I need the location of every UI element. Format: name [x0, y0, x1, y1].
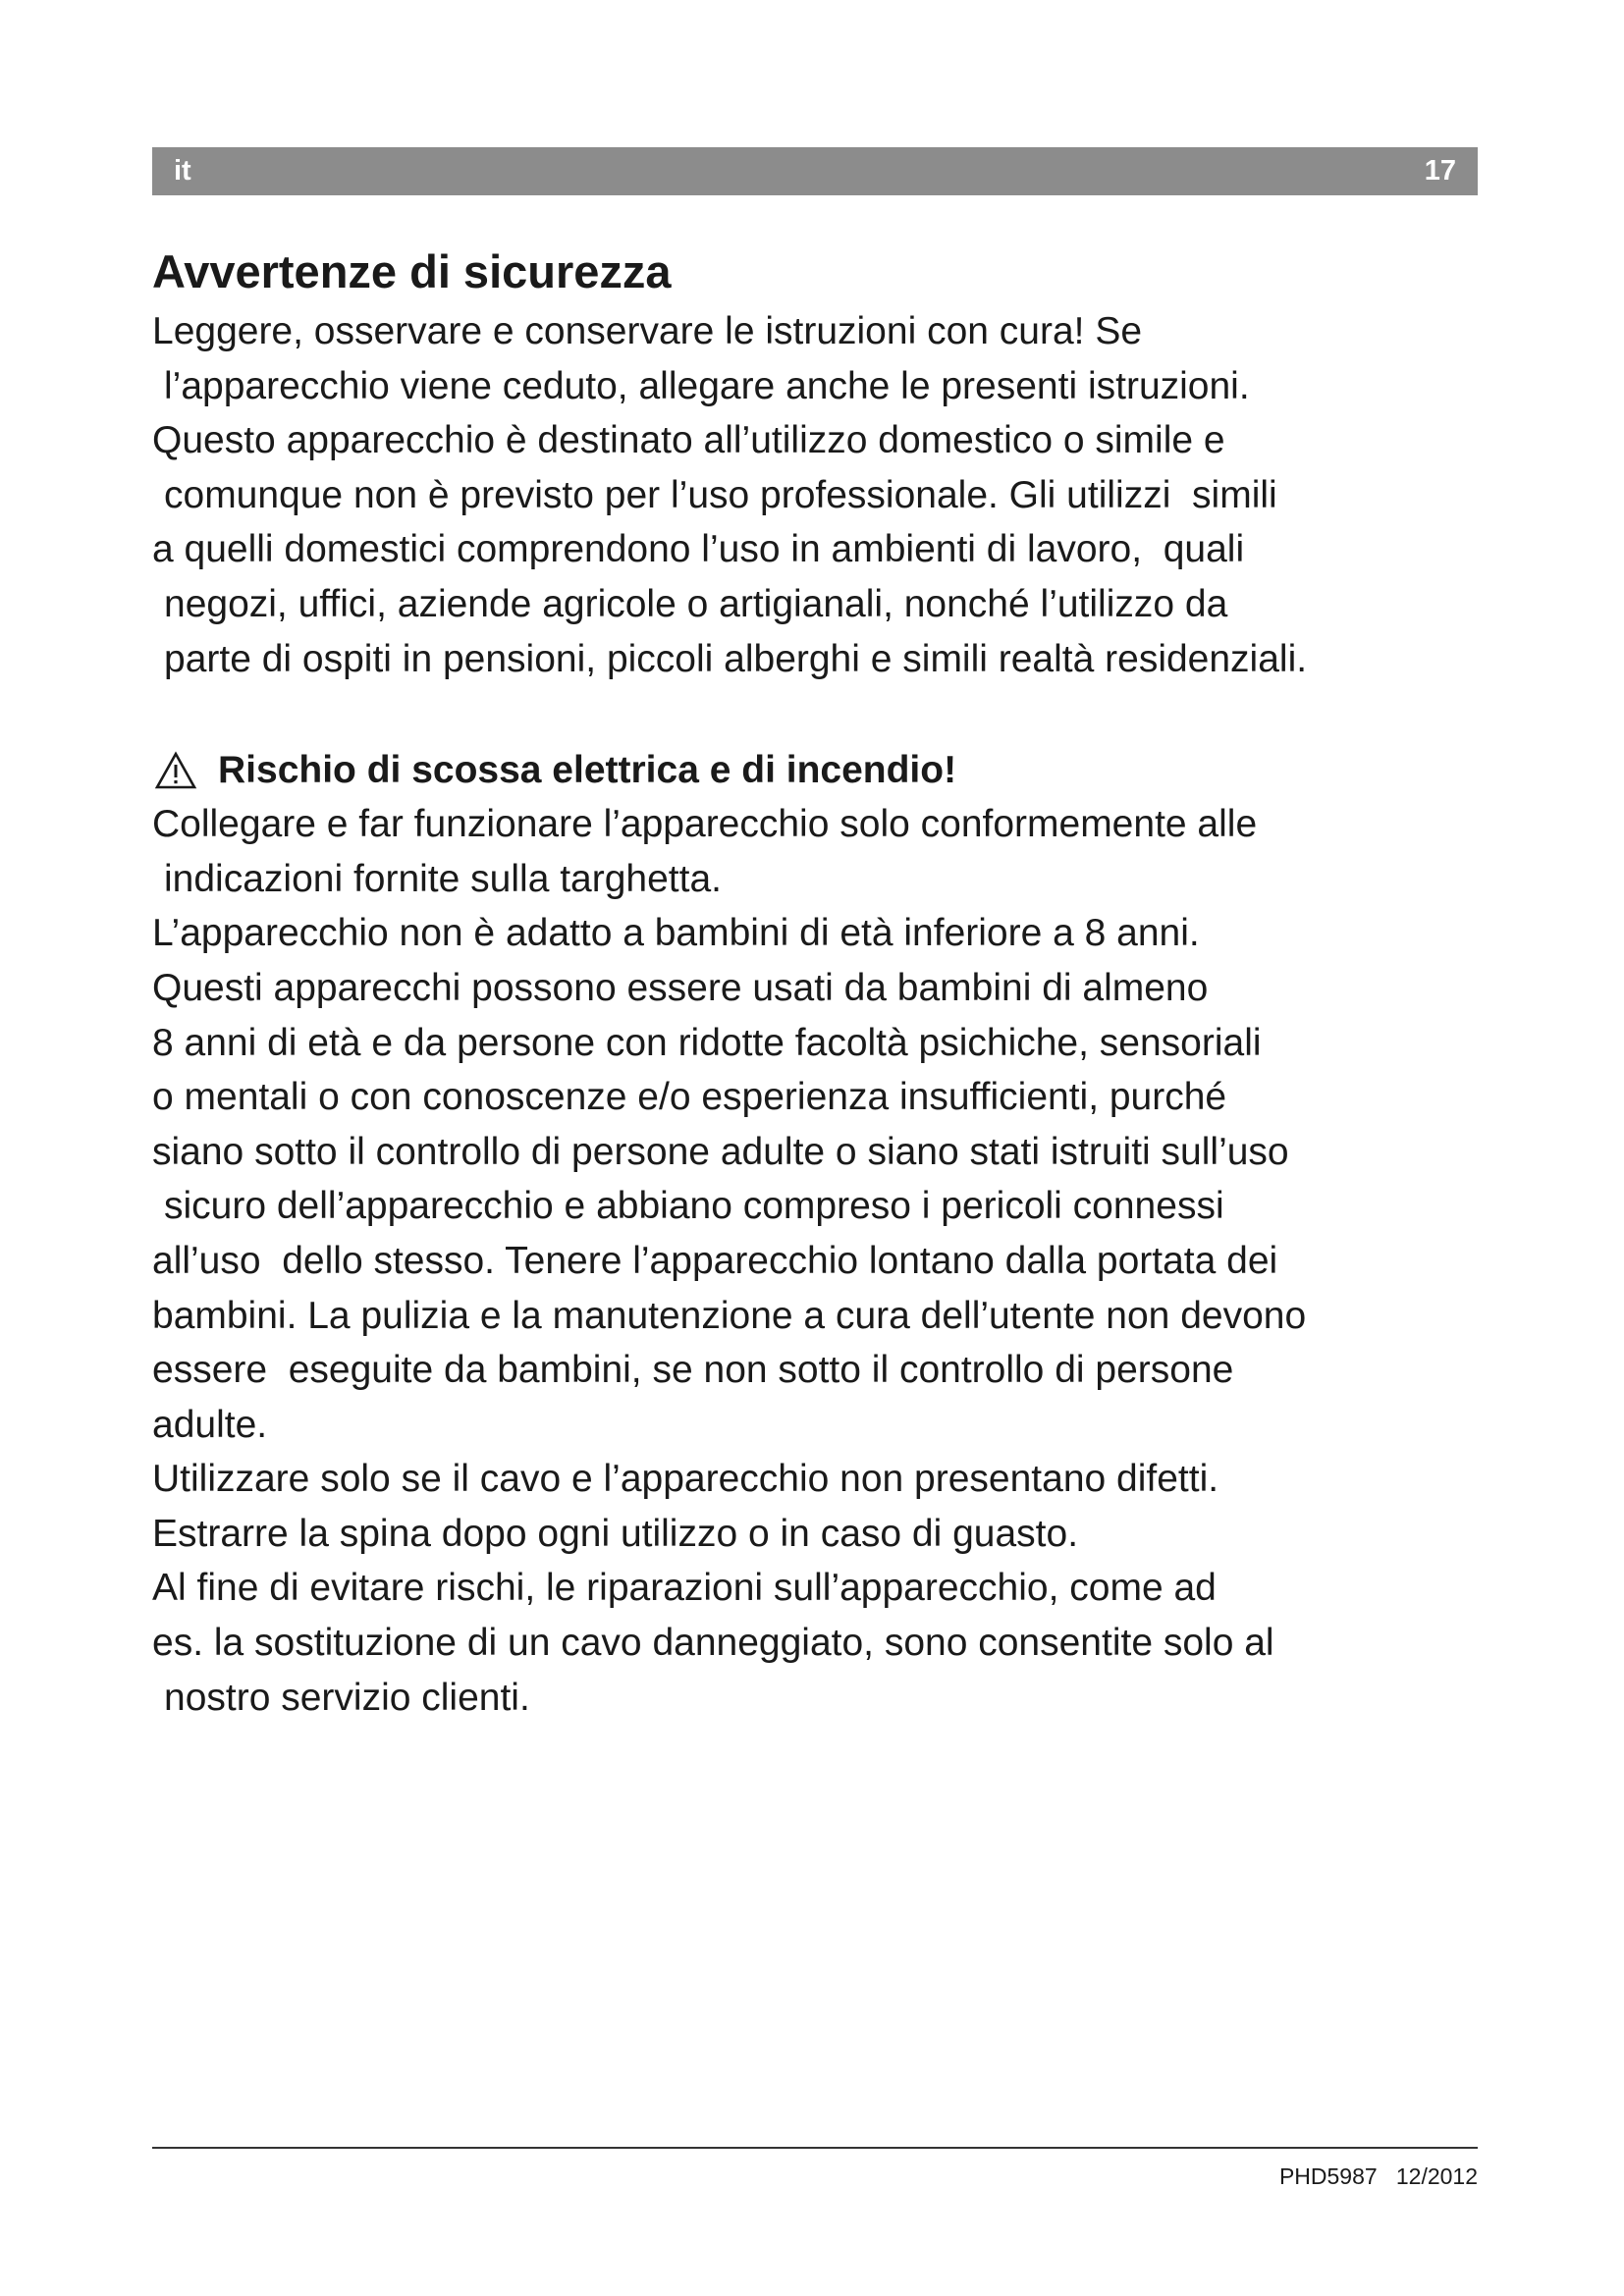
- section-title: Avvertenze di sicurezza: [152, 245, 672, 297]
- text-line: a quelli domestici comprendono l’uso in ambienti di lavoro, quali: [152, 528, 1245, 571]
- text-line: essere eseguite da bambini, se non sotto il controllo di persone: [152, 1349, 1234, 1392]
- text-line: Estrarre la spina dopo ogni utilizzo o in caso di guasto.: [152, 1512, 1079, 1555]
- footer-info: [1279, 2162, 1478, 2191]
- text-line: l’apparecchio viene ceduto, allegare anche le presenti istruzioni.: [164, 364, 1250, 407]
- text-line: indicazioni fornite sulla targhetta.: [164, 857, 722, 900]
- page-header-bar: [152, 147, 1478, 195]
- text-line: Utilizzare solo se il cavo e l’apparecchio non presentano difetti.: [152, 1458, 1219, 1501]
- text-line: o mentali o con conoscenze e/o esperienza insufficienti, purché: [152, 1076, 1227, 1119]
- paragraph-spacer: [152, 686, 1488, 740]
- text-line: negozi, uffici, aziende agricole o artigianali, nonché l’utilizzo da: [164, 582, 1228, 625]
- page-content: [152, 241, 1488, 1725]
- text-line: 8 anni di età e da persone con ridotte facoltà psichiche, sensoriali: [152, 1021, 1262, 1064]
- page-number: 17: [1424, 155, 1456, 187]
- text-line: all’uso dello stesso. Tenere l’apparecchio lontano dalla portata dei: [152, 1239, 1278, 1282]
- warning-triangle-icon: [154, 751, 197, 790]
- text-line: Al fine di evitare rischi, le riparazioni sull’apparecchio, come ad: [152, 1567, 1217, 1610]
- text-line: comunque non è previsto per l’uso professionale. Gli utilizzi simili: [164, 473, 1277, 516]
- text-line: Leggere, osservare e conservare le istruzioni con cura! Se: [152, 310, 1143, 352]
- text-line: nostro servizio clienti.: [164, 1676, 530, 1719]
- warning-title: Rischio di scossa elettrica e di incendio!: [218, 749, 957, 792]
- text-line: Collegare e far funzionare l’apparecchio solo conformemente alle: [152, 803, 1258, 846]
- text-line: es. la sostituzione di un cavo danneggiato, sono consentite solo al: [152, 1622, 1274, 1665]
- warning-body: [152, 797, 1488, 1725]
- text-line: parte di ospiti in pensioni, piccoli alberghi e simili realtà residenziali.: [164, 637, 1308, 680]
- footer-divider: [152, 2147, 1478, 2149]
- text-line: siano sotto il controllo di persone adulte o siano stati istruiti sull’uso: [152, 1130, 1289, 1173]
- warning-heading: [152, 740, 1488, 801]
- footer-model: PHD5987: [1278, 2163, 1378, 2189]
- language-code: it: [174, 155, 191, 187]
- text-line: bambini. La pulizia e la manutenzione a cura dell’utente non devono: [152, 1294, 1307, 1337]
- text-line: L’apparecchio non è adatto a bambini di età inferiore a 8 anni.: [152, 912, 1200, 955]
- footer-date: 12/2012: [1395, 2163, 1478, 2189]
- text-line: sicuro dell’apparecchio e abbiano compreso i pericoli connessi: [164, 1185, 1224, 1228]
- section-body: [152, 304, 1488, 686]
- text-line: Questo apparecchio è destinato all’utilizzo domestico o simile e: [152, 419, 1225, 462]
- text-line: adulte.: [152, 1403, 268, 1446]
- text-line: Questi apparecchi possono essere usati da bambini di almeno: [152, 966, 1209, 1009]
